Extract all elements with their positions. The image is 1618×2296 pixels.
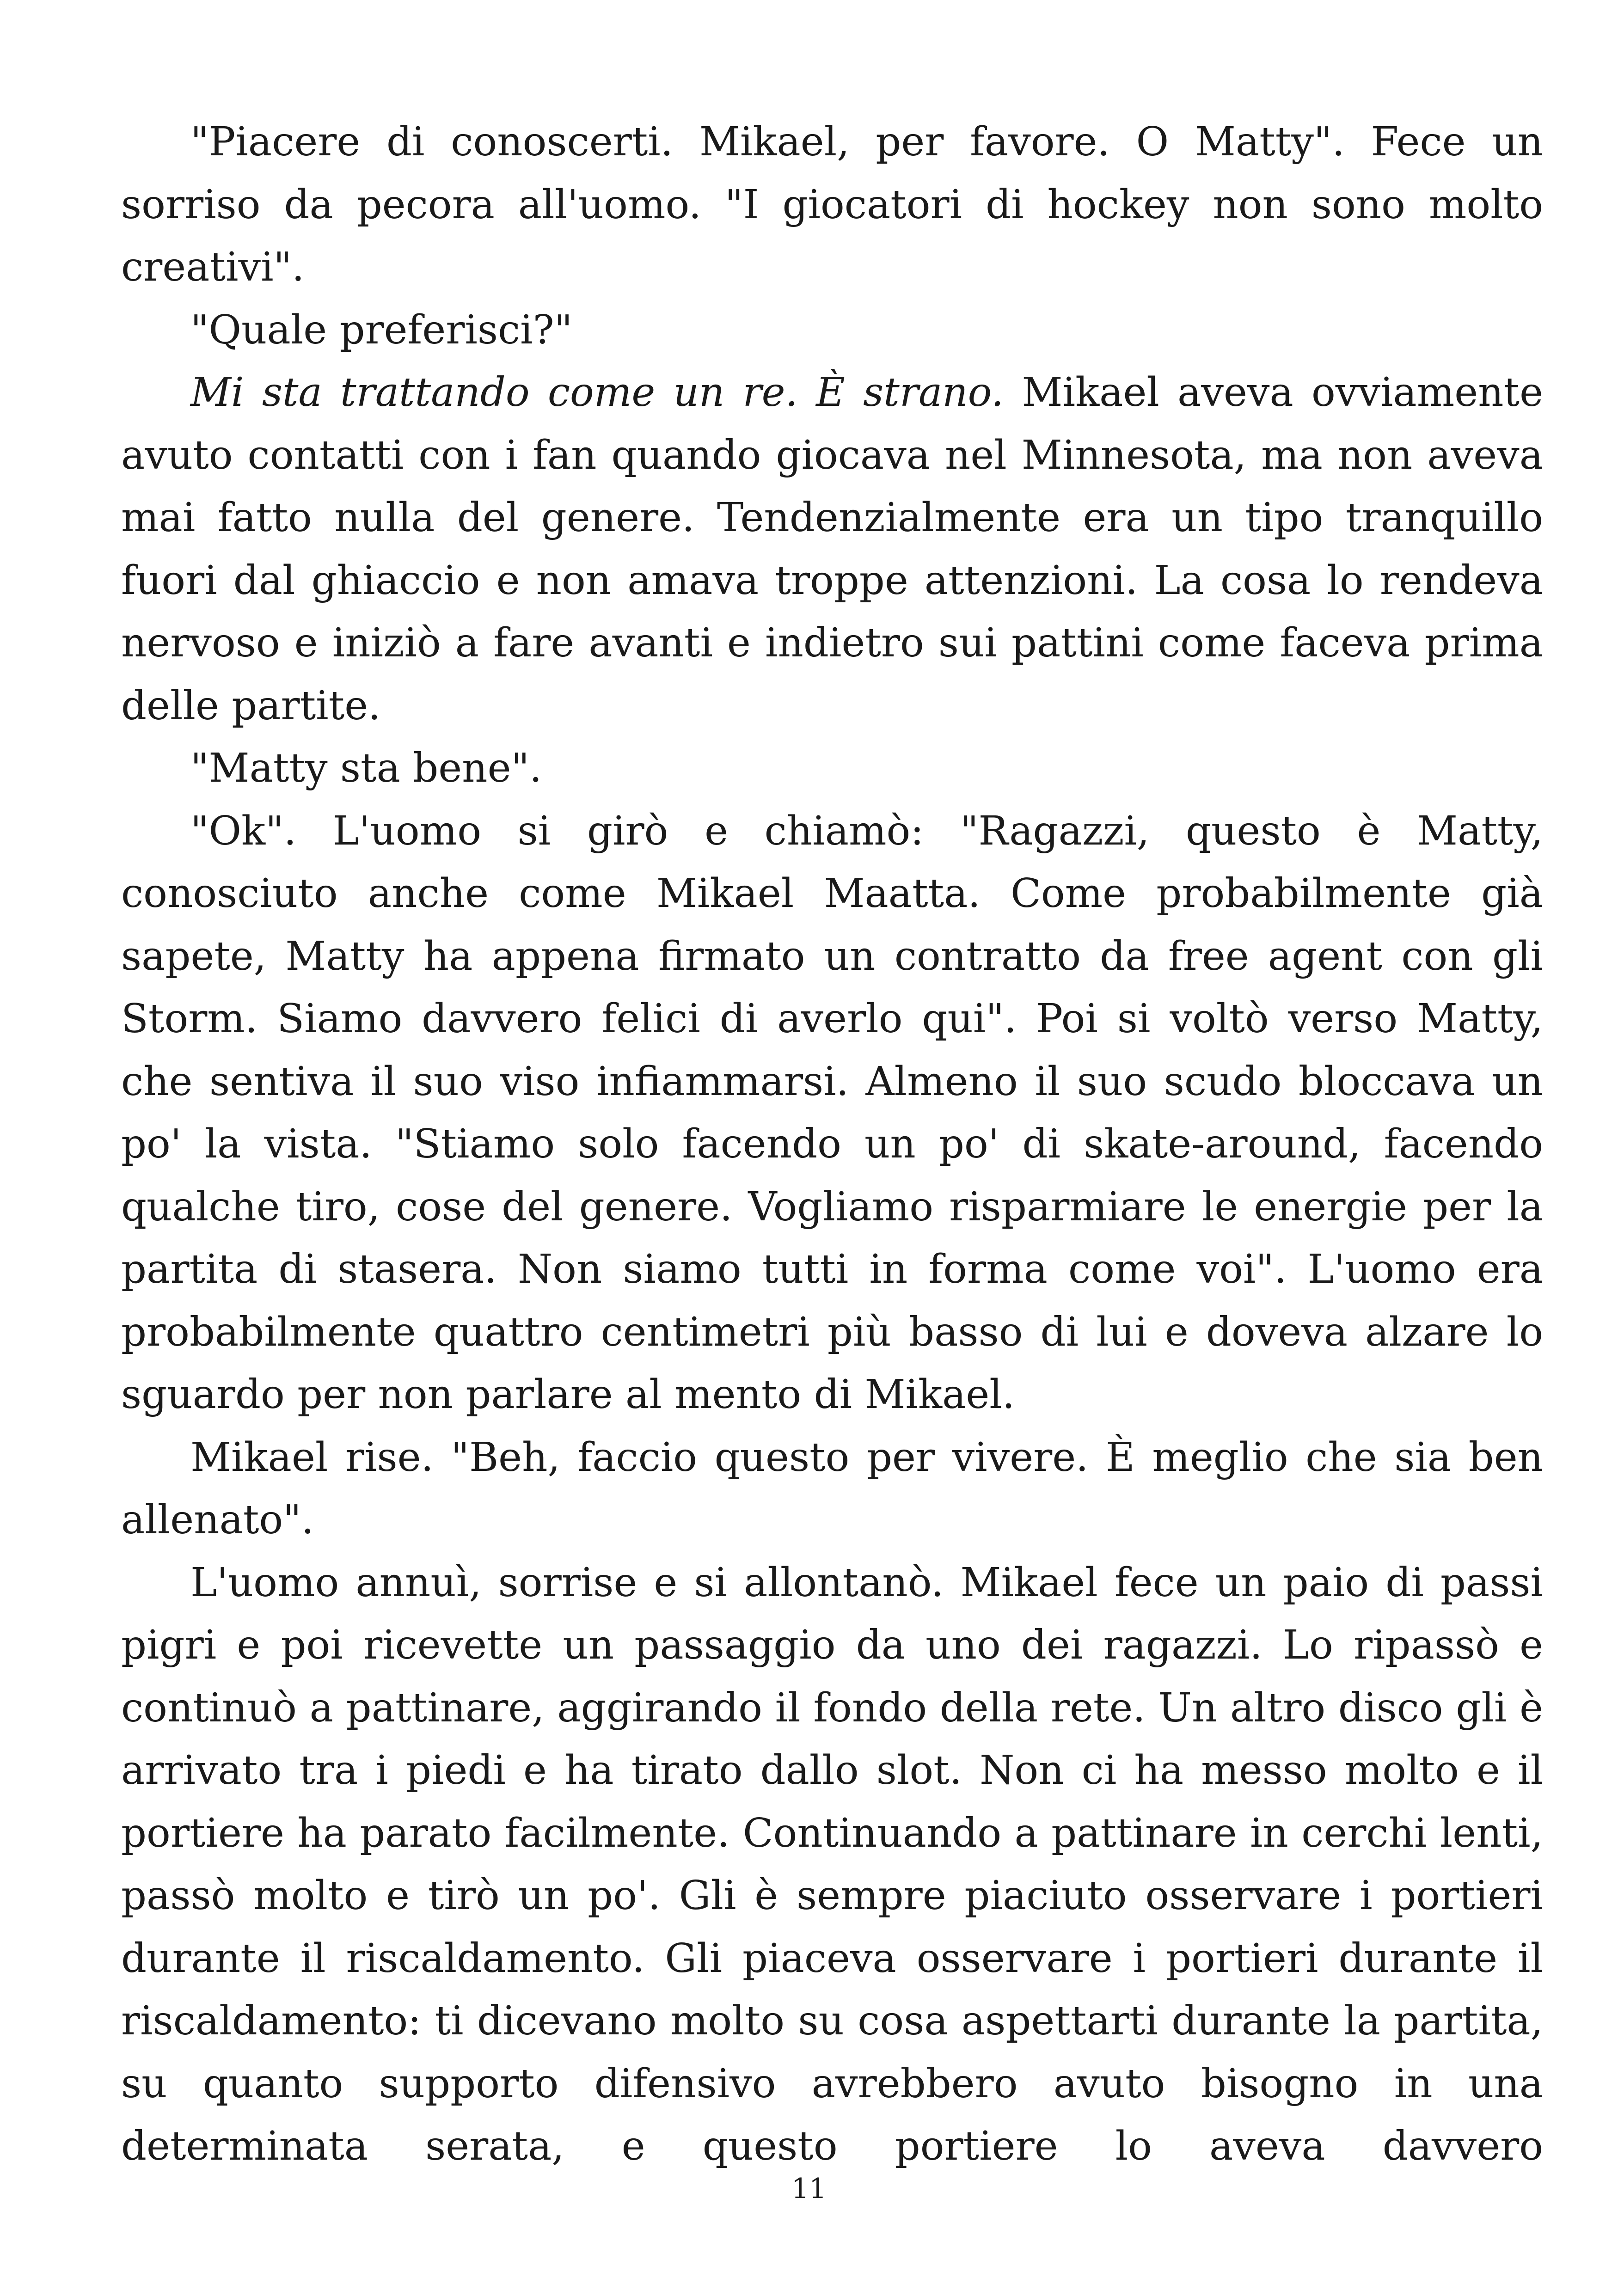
- text-segment: "Matty sta bene".: [190, 745, 542, 791]
- paragraph: [121, 1427, 1543, 1552]
- paragraph: [121, 361, 1543, 737]
- text-segment: L'uomo annuì, sorrise e si allontanò. Mikael fece un paio di passi pigri e poi ricevette un passaggio da uno dei ragazzi. Lo ripassò e continuò a pattinare, aggirando il fondo della rete. Un altro disco gli è arrivato tra i piedi e ha tirato dallo slot. Non ci ha messo molto e il portiere ha parato facilmente. Continuando a pattinare in cerchi lenti, passò molto e tirò un po'. Gli è sempre piaciuto osservare i portieri durante il riscaldamento. Gli piaceva osservare i portieri durante il riscaldamento: ti dicevano molto su cosa aspettarti durante la partita, su quanto supporto difensivo avrebbero avuto bisogno in una determinata serata, e questo portiere lo aveva davvero: [121, 1559, 1543, 2169]
- text-segment: "Piacere di conoscerti. Mikael, per favore. O Matty". Fece un sorriso da pecora all'uomo. "I giocatori di hockey non sono molto creativi".: [121, 119, 1543, 290]
- text-segment: "Ok". L'uomo si girò e chiamò: "Ragazzi, questo è Matty, conosciuto anche come Mikael Maatta. Come probabilmente già sapete, Matty ha appena firmato un contratto da free agent con gli Storm. Siamo davvero felici di averlo qui". Poi si voltò verso Matty, che sentiva il suo viso infiammarsi. Almeno il suo scudo bloccava un po' la vista. "Stiamo solo facendo un po' di skate-around, facendo qualche tiro, cose del genere. Vogliamo risparmiare le energie per la partita di stasera. Non siamo tutti in forma come voi". L'uomo era probabilmente quattro centimetri più basso di lui e doveva alzare lo sguardo per non parlare al mento di Mikael.: [121, 808, 1543, 1418]
- text-segment: Mikael rise. "Beh, faccio questo per vivere. È meglio che sia ben allenato".: [121, 1434, 1543, 1543]
- text-segment: Mikael aveva ovviamente avuto contatti con i fan quando giocava nel Minnesota, ma non aveva mai fatto nulla del genere. Tendenzialmente era un tipo tranquillo fuori dal ghiaccio e non amava troppe attenzioni. La cosa lo rendeva nervoso e iniziò a fare avanti e indietro sui pattini come faceva prima delle partite.: [121, 369, 1543, 729]
- paragraph: [121, 1552, 1543, 2178]
- paragraph: [121, 299, 1543, 362]
- body-text: [121, 111, 1543, 2178]
- page-number: 11: [791, 2173, 827, 2205]
- paragraph: [121, 800, 1543, 1427]
- text-segment: "Quale preferisci?": [190, 306, 573, 353]
- paragraph: [121, 737, 1543, 800]
- paragraph: [121, 111, 1543, 299]
- italic-text: Mi sta trattando come un re. È strano.: [190, 369, 1004, 416]
